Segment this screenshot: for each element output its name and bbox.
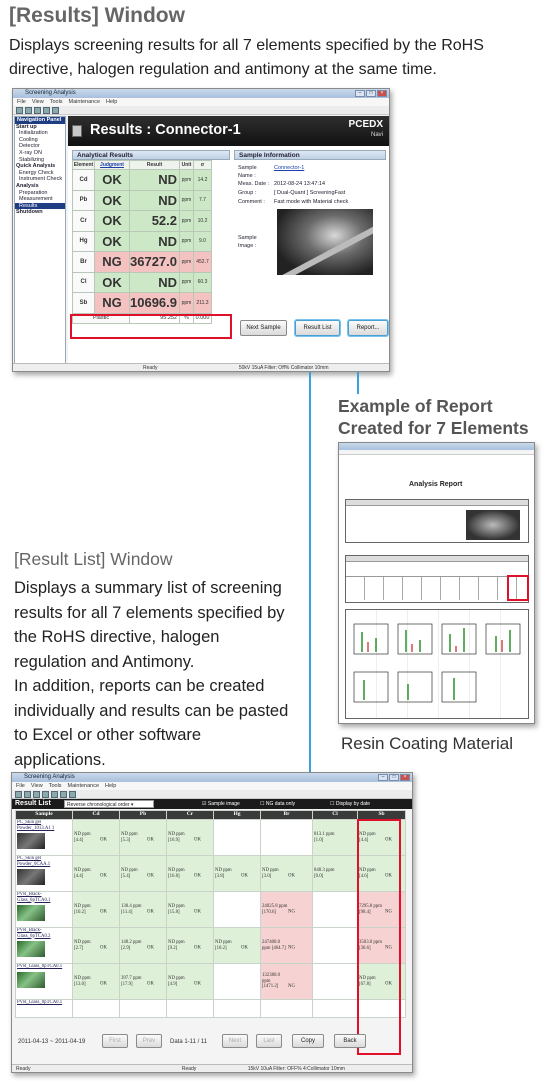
- sb-column-highlight: [357, 819, 401, 1055]
- pcedx-logo: PCEDX Navi: [348, 119, 383, 138]
- sample-name[interactable]: PC_Skin gel Powder_1013.A1 1: [17, 820, 55, 831]
- maximize-icon[interactable]: □: [366, 90, 376, 97]
- table-row[interactable]: [16, 856, 406, 892]
- cell-value: ND ppm [13.0]: [74, 976, 91, 987]
- sample-cell[interactable]: [16, 964, 73, 1000]
- result-cell: [120, 820, 167, 856]
- menu-tools[interactable]: Tools: [49, 99, 63, 105]
- menu-maintenance[interactable]: Maintenance: [68, 99, 101, 105]
- result-cell: [120, 928, 167, 964]
- judgment-cell: OK: [95, 231, 130, 252]
- table-row[interactable]: [16, 820, 406, 856]
- cell-judgment: NG: [288, 984, 295, 990]
- unit-cell: ppm: [180, 293, 194, 314]
- result-cell: [73, 964, 120, 1000]
- cell-judgment: OK: [147, 945, 154, 951]
- open-icon[interactable]: [16, 107, 23, 114]
- result-cell: [261, 820, 313, 856]
- cell-value: ND ppm [10.2]: [215, 940, 232, 951]
- result-cell: [167, 964, 214, 1000]
- col-judgment[interactable]: Judgment: [95, 161, 130, 170]
- list-header-row: [16, 811, 406, 820]
- cell-value: ND ppm [5.3]: [121, 832, 138, 843]
- cell-value: 247400.0 ppm [464.7]: [262, 940, 286, 951]
- result-cell: [313, 964, 358, 1000]
- result-list-description: Displays a summary list of screening results for all 7 elements specified by the RoHS directive, halogen regulation and Antimony. In addition, reports can be created individually and results can be pasted to Excel or other software applications.: [14, 579, 289, 769]
- result-cell: [313, 820, 358, 856]
- cell-value: ND ppm [15.8]: [168, 904, 185, 915]
- cell-judgment: OK: [194, 945, 201, 951]
- prev-button[interactable]: Prev: [136, 1034, 162, 1048]
- comment-label: Comment :: [238, 199, 265, 205]
- cell-value: 813.1 ppm [1.0]: [314, 832, 335, 843]
- cell-value: ND ppm [2.7]: [74, 940, 91, 951]
- cell-value: ND ppm [4.6]: [359, 868, 376, 879]
- result-row-br: [73, 252, 212, 273]
- result-list-button[interactable]: Result List: [295, 320, 340, 336]
- result-cell: [167, 892, 214, 928]
- result-cell: [167, 856, 214, 892]
- result-cell: [73, 856, 120, 892]
- cell-judgment: OK: [385, 873, 392, 879]
- sample-cell[interactable]: [16, 892, 73, 928]
- menu-maintenance[interactable]: Maintenance: [67, 783, 100, 789]
- save-icon[interactable]: [25, 107, 32, 114]
- cell-value: 148.2 ppm [2.9]: [121, 940, 142, 951]
- cell-value: 130.4 ppm [11.4]: [121, 904, 142, 915]
- page-info: Data 1-11 / 11: [170, 1039, 208, 1045]
- result-cell: 10696.9: [130, 293, 180, 314]
- connector-line-report: [357, 372, 359, 394]
- cell-judgment: OK: [194, 837, 201, 843]
- sigma-cell: 9.0: [194, 231, 212, 252]
- results-banner: [68, 116, 389, 146]
- cell-judgment: OK: [100, 909, 107, 915]
- print-icon[interactable]: [51, 791, 58, 798]
- sample-thumbnail: [17, 972, 45, 988]
- sample-image-checkbox[interactable]: ☑ Sample image: [202, 801, 240, 807]
- sample-image-label: Sample Image :: [238, 235, 257, 249]
- menu-help[interactable]: Help: [106, 99, 118, 105]
- table-row[interactable]: [16, 892, 406, 928]
- cell-value: ND ppm [4.9]: [168, 976, 185, 987]
- display-by-date-checkbox[interactable]: ☐ Display by date: [330, 801, 371, 807]
- cell-judgment: NG: [385, 945, 392, 951]
- menu-view[interactable]: View: [31, 99, 44, 105]
- results-main: [68, 116, 389, 364]
- report-sample-image: [466, 510, 520, 540]
- cell-judgment: OK: [385, 981, 392, 987]
- result-cell: ND: [130, 190, 180, 211]
- plastic-sigma: 0.000: [194, 313, 212, 323]
- col-sample: Sample: [16, 811, 73, 820]
- sample-cell[interactable]: [16, 856, 73, 892]
- report-heading: Example of Report Created for 7 Elements: [338, 396, 529, 438]
- nav-item[interactable]: X-ray ON: [19, 149, 42, 156]
- result-cell: ND: [130, 170, 180, 191]
- sample-thumbnail: [17, 869, 45, 885]
- results-title: Results : Connector-1: [90, 122, 241, 138]
- nav-item[interactable]: Detector: [19, 143, 40, 150]
- unit-cell: ppm: [180, 231, 194, 252]
- cell-judgment: OK: [147, 981, 154, 987]
- minimize-icon[interactable]: –: [378, 774, 388, 781]
- results-window-description: Displays screening results for all 7 elements specified by the RoHS directive, halogen regulation and antimony at the same time.: [9, 37, 484, 78]
- result-list-window: [11, 772, 413, 1073]
- list-statusbar: Ready Ready 15kV 10uA Filter: OFF% 4:Collimator 10mm: [12, 1064, 412, 1072]
- cell-value: ND ppm [4.4]: [74, 832, 91, 843]
- result-cell: [120, 964, 167, 1000]
- save-icon[interactable]: [24, 791, 31, 798]
- result-cell: [167, 1000, 214, 1018]
- result-cell: [167, 928, 214, 964]
- open-icon[interactable]: [15, 791, 22, 798]
- element-cell: Cd: [73, 170, 95, 191]
- element-cell: Pb: [73, 190, 95, 211]
- cell-value: ND ppm [16.9]: [168, 832, 185, 843]
- print-icon[interactable]: [34, 107, 41, 114]
- cell-judgment: OK: [100, 981, 107, 987]
- result-cell: [120, 1000, 167, 1018]
- result-cell: [261, 964, 313, 1000]
- sb-highlight: [70, 314, 232, 339]
- result-cell: [73, 928, 120, 964]
- maximize-icon[interactable]: □: [389, 774, 399, 781]
- result-list-table: [15, 810, 406, 1018]
- list-toolbar: [12, 790, 412, 799]
- menu-tools[interactable]: Tools: [48, 783, 62, 789]
- nav-item[interactable]: Preparation: [19, 189, 48, 196]
- help-icon[interactable]: [69, 791, 76, 798]
- result-cell: [214, 928, 261, 964]
- navigation-panel: [14, 116, 66, 364]
- judgment-cell: OK: [95, 170, 130, 191]
- cell-value: 132380.0 ppm [1471.2]: [262, 973, 280, 990]
- cell-value: 3503.0 ppm [30.6]: [359, 940, 382, 951]
- cell-value: ND ppm [3.8]: [215, 868, 232, 879]
- result-cell: [261, 1000, 313, 1018]
- sigma-cell: 452.7: [194, 252, 212, 273]
- help-icon[interactable]: [52, 107, 59, 114]
- result-cell: ND: [130, 272, 180, 293]
- unit-cell: ppm: [180, 211, 194, 232]
- cell-value: ND ppm [3.0]: [262, 868, 279, 879]
- result-cell: [261, 928, 313, 964]
- nav-item[interactable]: Initialization: [19, 130, 48, 137]
- nav-item[interactable]: Results: [15, 203, 65, 210]
- cell-judgment: OK: [100, 873, 107, 879]
- result-cell: [261, 856, 313, 892]
- result-cell: [73, 892, 120, 928]
- close-icon[interactable]: ×: [377, 90, 387, 97]
- back-button[interactable]: Back: [334, 1034, 366, 1048]
- cell-value: 397.7 ppm [17.9]: [121, 976, 142, 987]
- nav-item[interactable]: Stabilizing: [19, 156, 45, 163]
- result-row-sb: [73, 293, 212, 314]
- menu-file[interactable]: File: [17, 99, 26, 105]
- sample-name[interactable]: PVR_Black-Glass_0pTCA0.2: [17, 928, 51, 939]
- element-cell: Cr: [73, 211, 95, 232]
- table-row[interactable]: [16, 964, 406, 1000]
- report-button[interactable]: Report...: [348, 320, 388, 336]
- sample-name[interactable]: PVR_Glass_0pTCA0.1: [17, 1000, 63, 1005]
- result-cell: [214, 856, 261, 892]
- col-br: Br: [261, 811, 313, 820]
- result-cell: 36727.0: [130, 252, 180, 273]
- report-thumbnail: [338, 442, 535, 724]
- nav-item[interactable]: Start up: [16, 123, 37, 130]
- result-cell: [214, 1000, 261, 1018]
- cell-value: 7295.8 ppm [98.4]: [359, 904, 382, 915]
- result-list-heading: [Result List] Window: [14, 549, 173, 569]
- copy-icon[interactable]: [33, 791, 40, 798]
- cell-judgment: NG: [288, 945, 295, 951]
- navigation-panel-header: Navigation Panel: [15, 117, 65, 124]
- element-cell: Hg: [73, 231, 95, 252]
- sample-thumbnail: [17, 941, 45, 957]
- col-cl: Cl: [313, 811, 358, 820]
- cell-judgment: OK: [147, 909, 154, 915]
- cell-value: 24025.8 ppm [170.6]: [262, 904, 288, 915]
- sample-cell[interactable]: [16, 820, 73, 856]
- result-cell: [214, 892, 261, 928]
- meas-date-value: 2012-08-24 13:47:14: [274, 181, 326, 187]
- result-cell: [120, 892, 167, 928]
- results-window: [12, 88, 390, 372]
- cut-icon[interactable]: [42, 791, 49, 798]
- report-caption: Resin Coating Material: [341, 734, 513, 753]
- unit-cell: ppm: [180, 272, 194, 293]
- cell-judgment: NG: [288, 909, 295, 915]
- result-cell: [313, 1000, 358, 1018]
- next-sample-button[interactable]: Next Sample: [240, 320, 287, 336]
- cell-judgment: OK: [288, 873, 295, 879]
- table-row[interactable]: [16, 1000, 406, 1018]
- sort-select[interactable]: Reverse chronological order ▾: [64, 800, 154, 808]
- ng-only-checkbox[interactable]: ☐ NG data only: [260, 801, 296, 807]
- nav-item[interactable]: Measurement: [19, 196, 53, 203]
- menu-file[interactable]: File: [16, 783, 25, 789]
- table-header-row: [73, 161, 212, 170]
- cell-value: ND ppm [67.8]: [359, 976, 376, 987]
- results-toolbar: [13, 106, 389, 115]
- col-sigma: σ: [194, 161, 212, 170]
- nav-item[interactable]: Instrument Check: [19, 176, 63, 183]
- sample-information-header: Sample Information: [234, 150, 386, 160]
- result-cell: [313, 892, 358, 928]
- list-titlebar: Screening Analysis – □ ×: [12, 773, 412, 782]
- analytical-results-panel: [72, 150, 230, 324]
- cell-value: ND ppm [4.4]: [359, 832, 376, 843]
- result-cell: 52.2: [130, 211, 180, 232]
- cell-judgment: OK: [194, 981, 201, 987]
- col-result: Result: [130, 161, 180, 170]
- plastic-label: Plastic: [73, 313, 130, 323]
- cell-value: ND ppm [4.4]: [74, 868, 91, 879]
- first-button[interactable]: First: [102, 1034, 128, 1048]
- result-cell: [214, 964, 261, 1000]
- cell-judgment: OK: [385, 837, 392, 843]
- sample-name[interactable]: PVR_Glass_0pTCA0.1: [17, 964, 63, 969]
- sigma-cell: 10.2: [194, 211, 212, 232]
- result-cell: [120, 856, 167, 892]
- sigma-cell: 7.7: [194, 190, 212, 211]
- cell-judgment: OK: [147, 837, 154, 843]
- cell-value: ND ppm [9.2]: [168, 940, 185, 951]
- col-unit: Unit: [180, 161, 194, 170]
- results-statusbar: Ready 50kV 15uA Filter: Off% Collimator 10mm: [13, 363, 389, 371]
- nav-item[interactable]: Energy Check: [19, 169, 54, 176]
- results-titlebar: Screening Analysis – □ ×: [13, 89, 389, 98]
- plastic-unit: %: [180, 313, 194, 323]
- results-banner-marker: [72, 125, 82, 137]
- col-pb: Pb: [120, 811, 167, 820]
- col-cd: Cd: [73, 811, 120, 820]
- cell-judgment: OK: [100, 837, 107, 843]
- result-row-hg: [73, 231, 212, 252]
- nav-item[interactable]: Cooling: [19, 136, 38, 143]
- cell-judgment: OK: [100, 945, 107, 951]
- element-cell: Sb: [73, 293, 95, 314]
- plastic-value: 95.252: [130, 313, 180, 323]
- result-cell: [214, 820, 261, 856]
- sample-name-value[interactable]: Connector-1: [274, 165, 305, 171]
- sample-name-label: Sample Name :: [238, 165, 257, 179]
- group-label: Group :: [238, 190, 257, 196]
- menu-help[interactable]: Help: [105, 783, 117, 789]
- cell-value: 848.3 ppm [0.0]: [314, 868, 335, 879]
- result-row-cl: [73, 272, 212, 293]
- element-cell: Br: [73, 252, 95, 273]
- col-cr: Cr: [167, 811, 214, 820]
- unit-cell: ppm: [180, 190, 194, 211]
- result-cell: [73, 820, 120, 856]
- copy-button[interactable]: Copy: [292, 1034, 324, 1048]
- cell-value: ND ppm [5.4]: [121, 868, 138, 879]
- sample-thumbnail: [17, 833, 45, 849]
- comment-value: Fast mode with Material check: [274, 199, 349, 205]
- next-button[interactable]: Next: [222, 1034, 248, 1048]
- unit-cell: ppm: [180, 170, 194, 191]
- result-row-pb: [73, 190, 212, 211]
- judgment-cell: OK: [95, 190, 130, 211]
- result-cell: [313, 856, 358, 892]
- nav-item[interactable]: Shutdown: [16, 209, 43, 216]
- cell-value: ND ppm [16.8]: [168, 868, 185, 879]
- sigma-cell: 14.2: [194, 170, 212, 191]
- result-cell: [313, 928, 358, 964]
- result-list-header: Result List Reverse chronological order ▾ ☑ Sample image ☐ NG data only ☐ Display by date: [12, 799, 412, 809]
- table-row[interactable]: [16, 928, 406, 964]
- settings-icon[interactable]: [43, 107, 50, 114]
- col-sb: Sb: [358, 811, 406, 820]
- minimize-icon[interactable]: –: [355, 90, 365, 97]
- col-element: Element: [73, 162, 94, 168]
- settings-icon[interactable]: [60, 791, 67, 798]
- result-cell: [167, 820, 214, 856]
- judgment-cell: NG: [95, 252, 130, 273]
- report-sb-highlight: [507, 575, 529, 601]
- analytical-results-table: [72, 160, 212, 324]
- date-range: 2011-04-13 ~ 2011-04-19: [18, 1039, 86, 1045]
- cell-judgment: OK: [194, 909, 201, 915]
- result-row-cd: [73, 170, 212, 191]
- results-window-heading: [Results] Window: [9, 4, 185, 27]
- col-hg: Hg: [214, 811, 261, 820]
- group-value: [ Dual-Quant ] ScreeningFast: [274, 190, 346, 196]
- cell-judgment: OK: [194, 873, 201, 879]
- sigma-cell: 60.3: [194, 272, 212, 293]
- sample-image: [277, 209, 373, 275]
- result-cell: ND: [130, 231, 180, 252]
- menu-view[interactable]: View: [30, 783, 43, 789]
- sample-thumbnail: [17, 905, 45, 921]
- cell-judgment: OK: [147, 873, 154, 879]
- judgment-cell: OK: [95, 211, 130, 232]
- sigma-cell: 211.3: [194, 293, 212, 314]
- result-cell: [73, 1000, 120, 1018]
- cell-value: ND ppm [10.2]: [74, 904, 91, 915]
- list-menubar: [12, 782, 412, 790]
- sample-cell[interactable]: [16, 928, 73, 964]
- report-title: Analysis Report: [409, 481, 463, 488]
- last-button[interactable]: Last: [256, 1034, 282, 1048]
- judgment-cell: NG: [95, 293, 130, 314]
- sample-cell[interactable]: [16, 1000, 73, 1018]
- result-cell: [261, 892, 313, 928]
- judgment-cell: OK: [95, 272, 130, 293]
- meas-date-label: Meas. Date :: [238, 181, 270, 187]
- sample-name[interactable]: PC_Skin gel Powder_0CAA.1: [17, 856, 51, 867]
- cell-judgment: NG: [385, 909, 392, 915]
- analytical-results-header: Analytical Results: [72, 150, 230, 160]
- element-cell: Cl: [73, 272, 95, 293]
- close-icon[interactable]: ×: [400, 774, 410, 781]
- list-footer: [12, 1031, 412, 1055]
- sample-name[interactable]: PVR_Black-Glass_0pTCA0.1: [17, 892, 51, 903]
- nav-item[interactable]: Analysis: [16, 182, 39, 189]
- cell-judgment: OK: [241, 873, 248, 879]
- nav-item[interactable]: Quick Analysis: [16, 163, 56, 170]
- report-spectra: [345, 609, 529, 719]
- result-row-cr: [73, 211, 212, 232]
- results-menubar: [13, 98, 389, 106]
- unit-cell: ppm: [180, 252, 194, 273]
- cell-judgment: OK: [241, 945, 248, 951]
